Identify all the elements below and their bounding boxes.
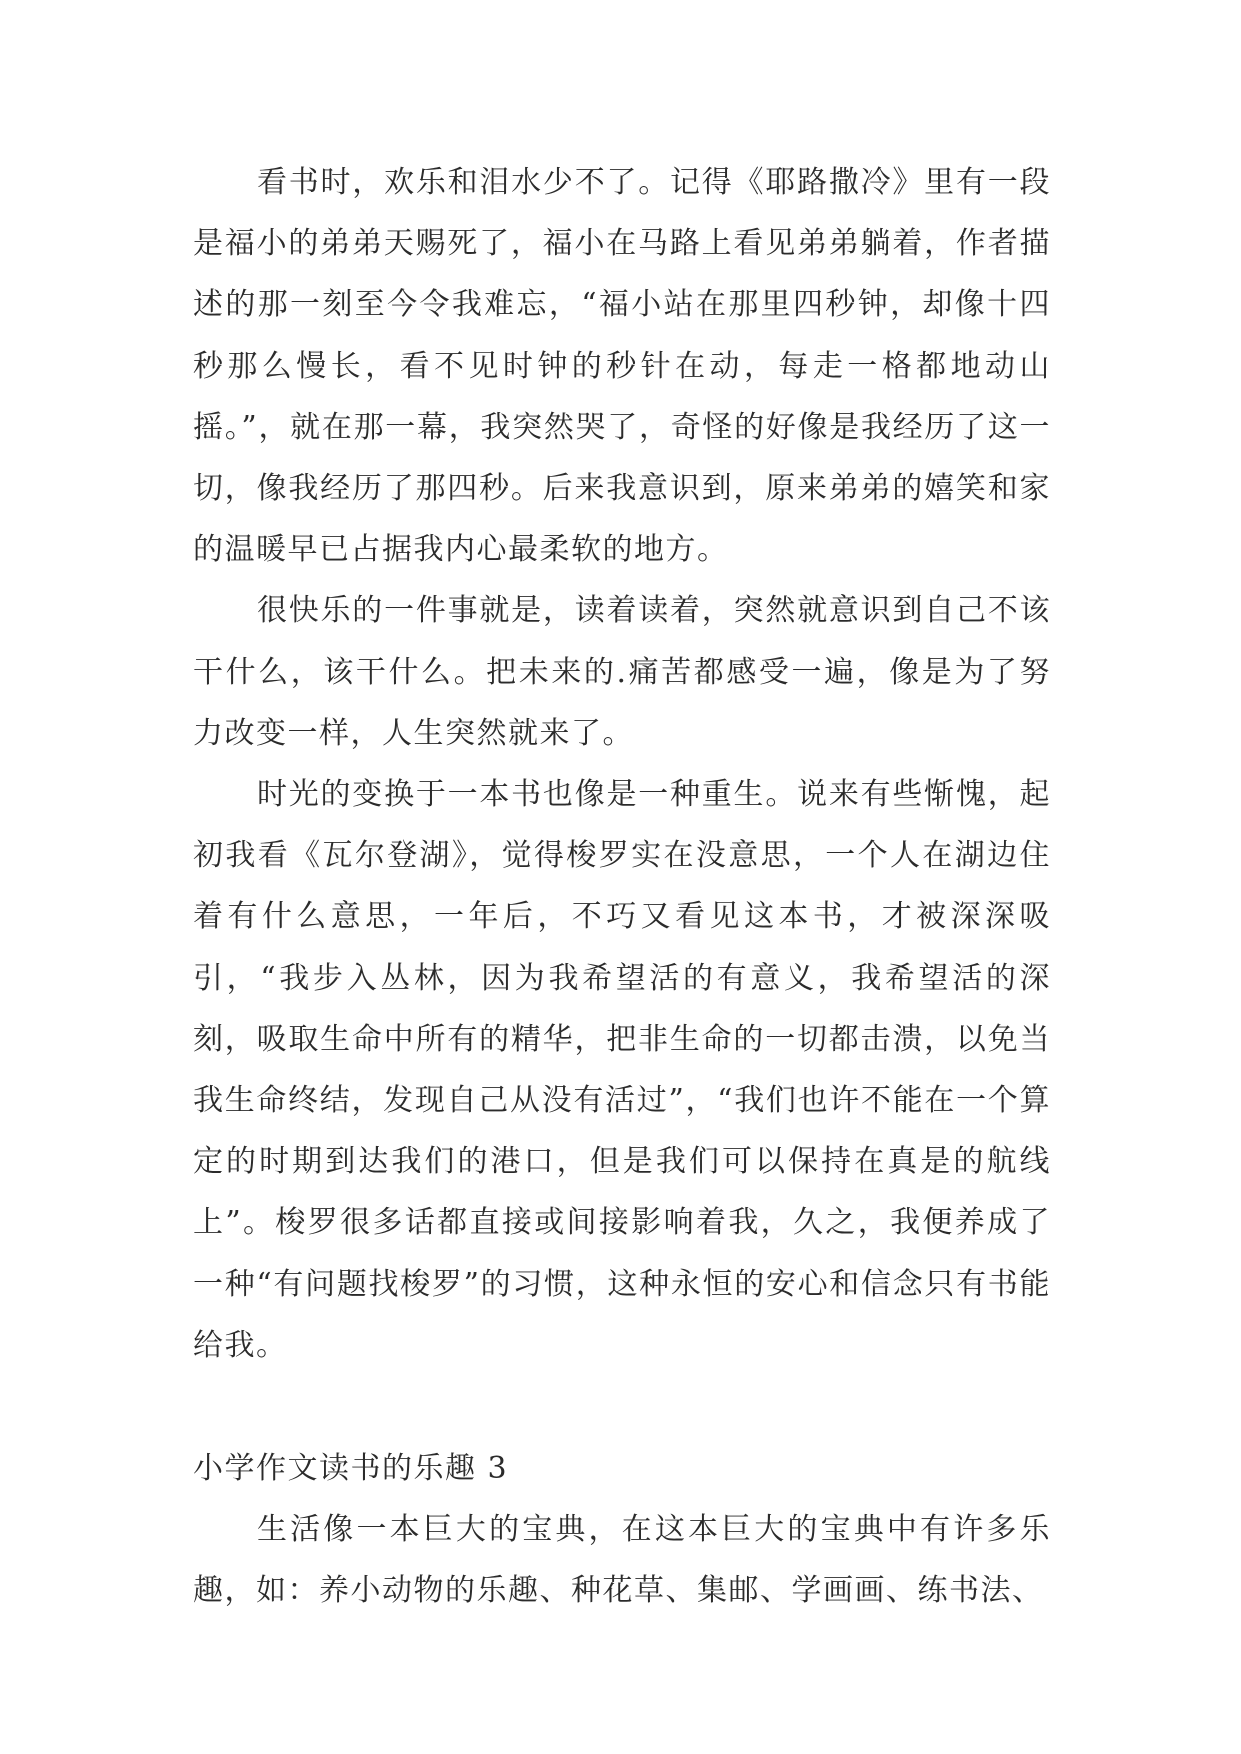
section-title: 小学作文读书的乐趣 3 [193, 1451, 509, 1487]
paragraph-life-treasury: 生活像一本巨大的宝典，在这本巨大的宝典中有许多乐趣，如：养小动物的乐趣、种花草、集邮、学画画、练书法、 [193, 1512, 1051, 1609]
paragraph-walden: 时光的变换于一本书也像是一种重生。说来有些惭愧，起初我看《瓦尔登湖》，觉得梭罗实在没意思，一个人在湖边住着有什么意思，一年后，不巧又看见这本书，才被深深吸引，“我步入丛林，因为我希望活的有意义，我希望活的深刻，吸取生命中所有的精华，把非生命的一切都击溃，以免当我生命终结，发现自己从没有活过”，“我们也许不能在一个算定的时期到达我们的港口，但是我们可以保持在真是的航线上”。梭罗很多话都直接或间接影响着我，久之，我便养成了一种“有问题找梭罗”的习惯，这种永恒的安心和信念只有书能给我。 [193, 777, 1051, 1363]
document-body [193, 152, 1051, 1622]
paragraph-tears-and-joy: 看书时，欢乐和泪水少不了。记得《耶路撒冷》里有一段是福小的弟弟天赐死了，福小在马路上看见弟弟躺着，作者描述的那一刻至今令我难忘，“福小站在那里四秒钟，却像十四秒那么慢长，看不见时钟的秒针在动，每走一格都地动山摇。”，就在那一幕，我突然哭了，奇怪的好像是我经历了这一切，像我经历了那四秒。后来我意识到，原来弟弟的嬉笑和家的温暖早已占据我内心最柔软的地方。 [193, 165, 1051, 568]
paragraph-sudden-realization: 很快乐的一件事就是，读着读着，突然就意识到自己不该干什么，该干什么。把未来的.痛苦都感受一遍，像是为了努力改变一样，人生突然就来了。 [193, 593, 1051, 751]
